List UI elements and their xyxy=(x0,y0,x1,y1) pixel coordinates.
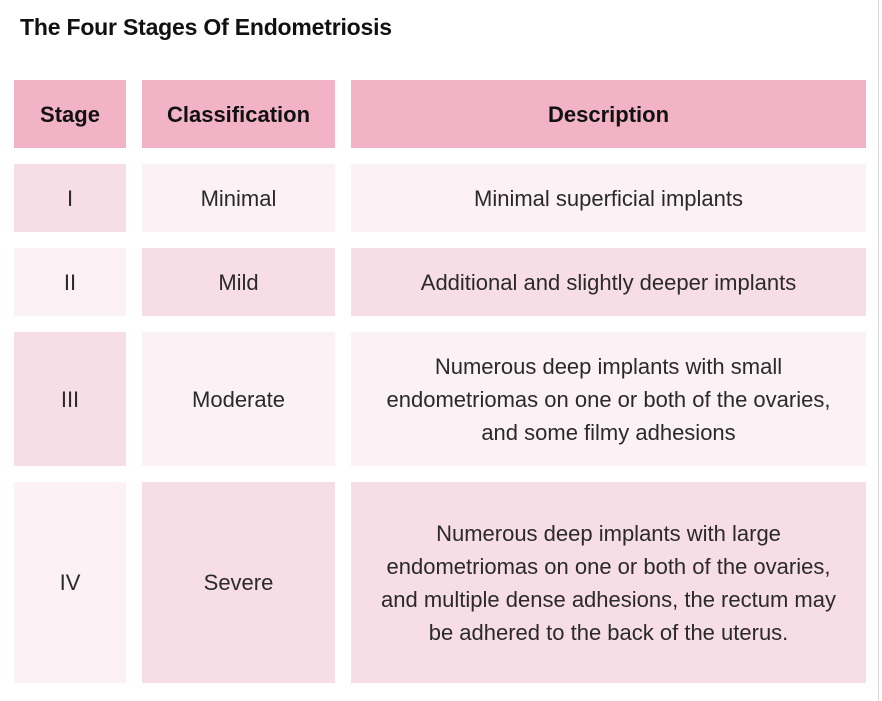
page-title: The Four Stages Of Endometriosis xyxy=(20,14,392,40)
description-cell-2: Additional and slightly deeper implants xyxy=(351,248,866,316)
stage-cell-1: I xyxy=(14,164,126,232)
classification-cell-3: Moderate xyxy=(142,332,335,466)
page-right-border xyxy=(878,0,879,701)
classification-cell-2: Mild xyxy=(142,248,335,316)
classification-cell-4: Severe xyxy=(142,482,335,683)
description-cell-3: Numerous deep implants with small endometriomas on one or both of the ovaries, and some filmy adhesions xyxy=(351,332,866,466)
stage-cell-4: IV xyxy=(14,482,126,683)
stage-cell-2: II xyxy=(14,248,126,316)
classification-cell-1: Minimal xyxy=(142,164,335,232)
stage-cell-3: III xyxy=(14,332,126,466)
description-cell-1: Minimal superficial implants xyxy=(351,164,866,232)
header-classification: Classification xyxy=(142,80,335,148)
description-cell-4: Numerous deep implants with large endometriomas on one or both of the ovaries, and multiple dense adhesions, the rectum may be adhered to the back of the uterus. xyxy=(351,482,866,683)
header-description: Description xyxy=(351,80,866,148)
header-stage: Stage xyxy=(14,80,126,148)
